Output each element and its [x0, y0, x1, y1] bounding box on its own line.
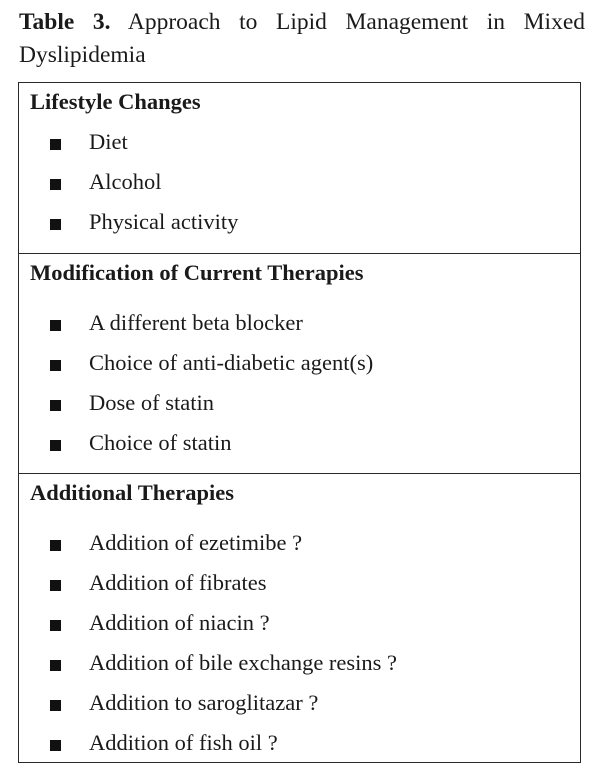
list-item-text: Choice of anti-diabetic agent(s) — [89, 350, 374, 375]
bullet-list — [19, 303, 580, 463]
table-caption — [19, 6, 585, 72]
section-additional-therapies — [19, 473, 580, 762]
section-heading: Lifestyle Changes — [30, 89, 201, 114]
list-item — [19, 162, 580, 202]
list-item — [19, 122, 580, 162]
square-bullet-icon — [50, 540, 61, 551]
list-item — [19, 383, 580, 423]
list-item — [19, 603, 580, 643]
list-item-text: Physical activity — [89, 209, 239, 234]
section-heading: Additional Therapies — [30, 480, 235, 505]
list-item — [19, 423, 580, 463]
list-item — [19, 523, 580, 563]
list-item-text: Addition to saroglitazar ? — [89, 690, 319, 715]
square-bullet-icon — [50, 660, 61, 671]
table-label: Table 3. — [19, 9, 111, 35]
square-bullet-icon — [50, 400, 61, 411]
list-item-text: Addition of fibrates — [89, 570, 267, 595]
section-heading: Modification of Current Therapies — [30, 260, 364, 285]
square-bullet-icon — [50, 620, 61, 631]
list-item-text: Alcohol — [89, 169, 162, 194]
list-item-text: Addition of ezetimibe ? — [89, 530, 303, 555]
list-item-text: A different beta blocker — [89, 310, 303, 335]
lipid-management-table — [18, 82, 581, 763]
list-item-text: Diet — [89, 129, 128, 154]
square-bullet-icon — [50, 700, 61, 711]
list-item-text: Addition of fish oil ? — [89, 730, 278, 755]
bullet-list — [19, 523, 580, 763]
bullet-list — [19, 122, 580, 242]
square-bullet-icon — [50, 139, 61, 150]
list-item-text: Addition of bile exchange resins ? — [89, 650, 398, 675]
list-item — [19, 683, 580, 723]
section-lifestyle-changes — [19, 83, 580, 253]
table-title: Approach to Lipid Management in Mixed Dyslipidemia — [19, 9, 585, 68]
list-item-text: Dose of statin — [89, 390, 214, 415]
section-modification-of-current-therapies — [19, 253, 580, 473]
list-item — [19, 343, 580, 383]
square-bullet-icon — [50, 219, 61, 230]
square-bullet-icon — [50, 320, 61, 331]
square-bullet-icon — [50, 740, 61, 751]
list-item-text: Choice of statin — [89, 430, 232, 455]
list-item — [19, 563, 580, 603]
list-item — [19, 303, 580, 343]
square-bullet-icon — [50, 179, 61, 190]
square-bullet-icon — [50, 440, 61, 451]
square-bullet-icon — [50, 360, 61, 371]
square-bullet-icon — [50, 580, 61, 591]
list-item-text: Addition of niacin ? — [89, 610, 270, 635]
list-item — [19, 643, 580, 683]
list-item — [19, 723, 580, 763]
list-item — [19, 202, 580, 242]
